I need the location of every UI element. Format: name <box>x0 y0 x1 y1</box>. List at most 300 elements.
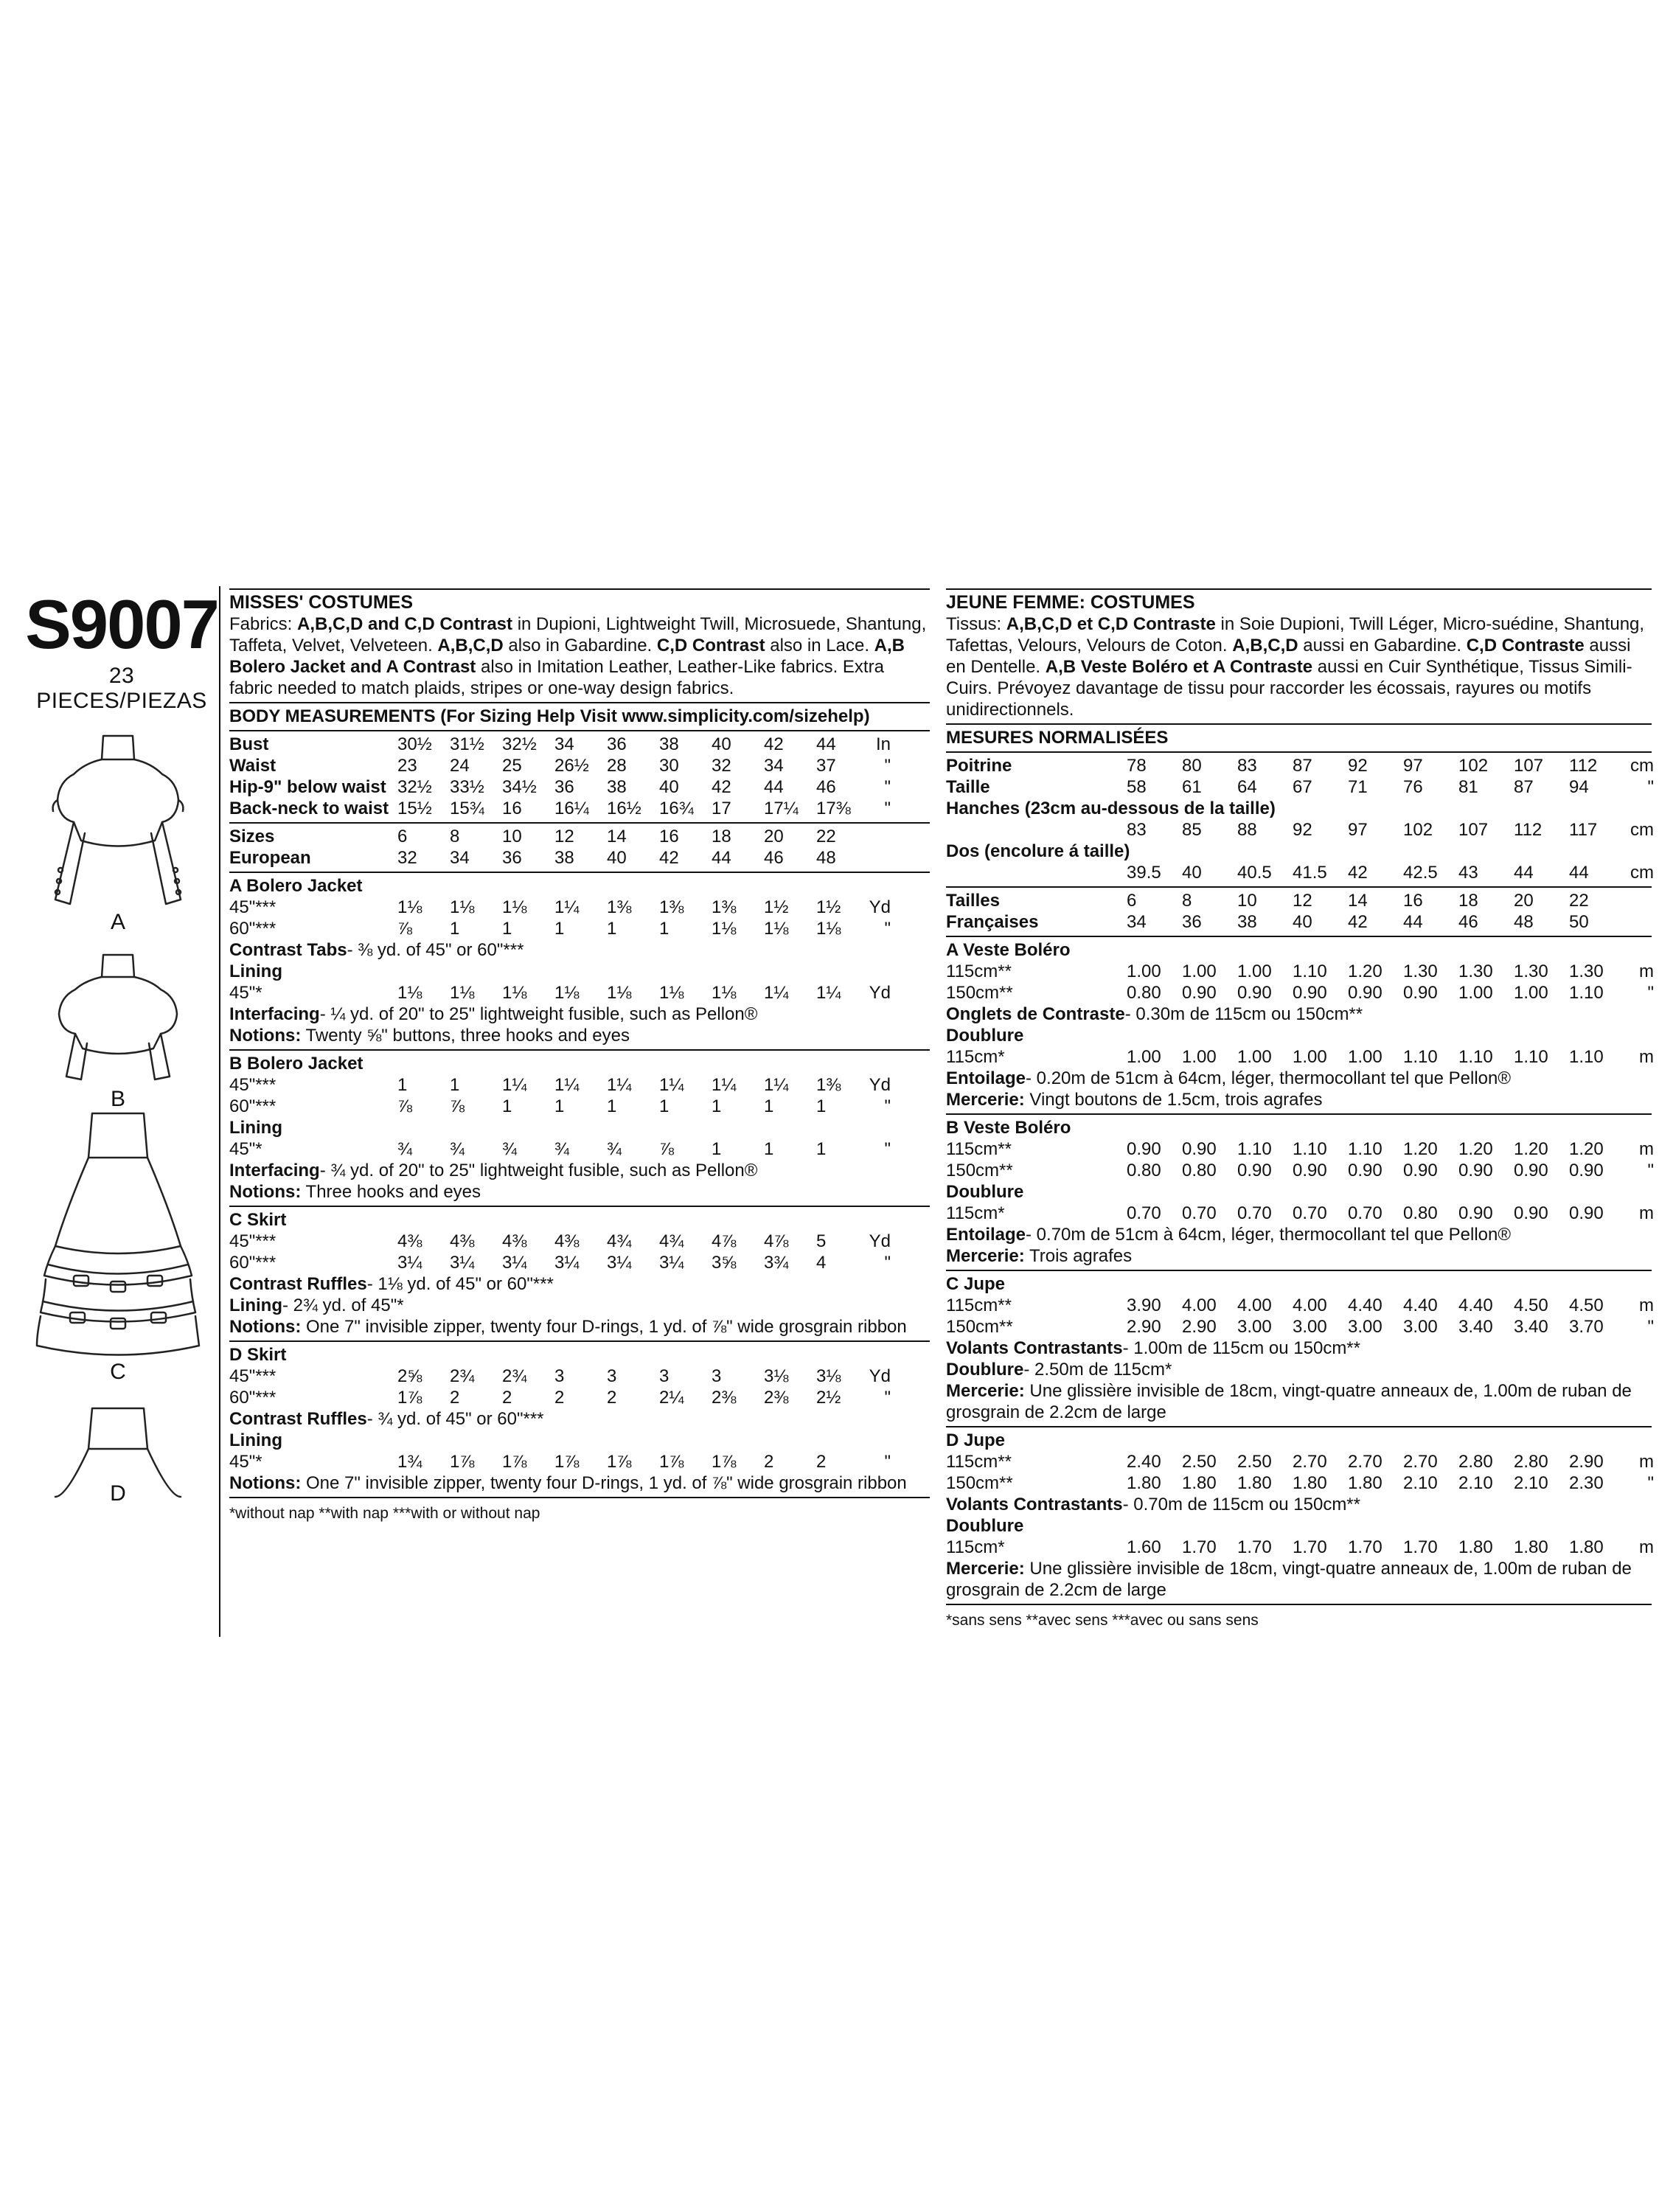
note-value: - ⅜ yd. of 45" or 60"*** <box>347 940 524 960</box>
cell-value: 0.90 <box>1458 1203 1493 1223</box>
unit-label: " <box>884 1253 891 1273</box>
cell-value: 2 <box>502 1388 512 1408</box>
cell-value: ⅞ <box>397 919 413 939</box>
cell-value: 4⅞ <box>712 1231 737 1251</box>
note-label: Doublure <box>946 1360 1024 1380</box>
cell-value: 1.00 <box>1237 1047 1272 1067</box>
note-value: Vingt boutons de 1.5cm, trois agrafes <box>1024 1090 1323 1110</box>
left-divider <box>219 586 220 1637</box>
cell-value: 1¼ <box>659 1075 684 1095</box>
note-value: Twenty ⅝" buttons, three hooks and eyes <box>301 1026 630 1046</box>
unit-label: Yd <box>869 1075 891 1095</box>
unit-label: cm <box>1630 863 1654 883</box>
cell-value: 2⅜ <box>764 1388 789 1408</box>
cell-value: 3¼ <box>502 1253 527 1273</box>
note-value: - 0.20m de 51cm à 64cm, léger, thermocollant tel que Pellon® <box>1026 1068 1512 1088</box>
table-row <box>229 798 930 819</box>
cell-value: 2.50 <box>1237 1452 1272 1472</box>
cell-value: 1.20 <box>1458 1139 1493 1159</box>
note-label: Mercerie: <box>946 1559 1025 1579</box>
unit-label: m <box>1639 1295 1654 1315</box>
garment-views <box>15 730 214 1504</box>
cell-value: 6 <box>397 827 408 846</box>
cell-value: 16¼ <box>554 799 589 818</box>
cell-value: 4¾ <box>607 1231 632 1251</box>
divider <box>946 936 1652 937</box>
cell-value: 26½ <box>554 756 589 776</box>
divider <box>229 1340 930 1342</box>
cell-value: 32 <box>397 848 417 868</box>
cell-value: 12 <box>554 827 574 846</box>
fabric-text: C,D Contrast <box>656 636 765 655</box>
measurements-heading: BODY MEASUREMENTS (For Sizing Help Visit www.simplicity.com/sizehelp) <box>229 706 870 726</box>
cell-value: 1 <box>659 919 669 939</box>
cell-value: 1.80 <box>1182 1473 1217 1493</box>
unit-label: " <box>884 1139 891 1159</box>
table-row <box>229 734 930 755</box>
cell-value: 1⅛ <box>450 983 475 1003</box>
cell-value: 2.10 <box>1514 1473 1548 1493</box>
cell-value: 42 <box>1348 863 1368 883</box>
cell-value: 1.30 <box>1514 961 1548 981</box>
cell-value: 43 <box>1458 863 1478 883</box>
table-row <box>946 862 1652 883</box>
cell-value: 88 <box>1237 820 1257 840</box>
cell-value: 1⅜ <box>607 897 632 917</box>
divider <box>946 1604 1652 1605</box>
cell-value: 3⅝ <box>712 1253 737 1273</box>
cell-value: 16 <box>659 827 679 846</box>
cell-value: 1.00 <box>1237 961 1272 981</box>
cell-value: 1.60 <box>1127 1537 1161 1557</box>
row-label: 45"*** <box>229 1231 276 1251</box>
note-line <box>229 1273 930 1295</box>
row-label: Françaises <box>946 912 1039 932</box>
cell-value: ¾ <box>502 1139 518 1159</box>
cell-value: 1 <box>712 1139 722 1159</box>
note-line <box>229 1004 930 1025</box>
cell-value: 3 <box>607 1366 617 1386</box>
cell-value: 94 <box>1569 777 1589 797</box>
cell-value: 4.00 <box>1293 1295 1327 1315</box>
note-line <box>946 1338 1652 1359</box>
cell-value: 46 <box>764 848 784 868</box>
note-label: Notions: <box>229 1473 302 1493</box>
row-label: 150cm** <box>946 1317 1013 1337</box>
cell-value: 34 <box>764 756 784 776</box>
cell-value: 40.5 <box>1237 863 1272 883</box>
cell-value: 38 <box>659 734 679 754</box>
view-section-title: B Veste Boléro <box>946 1118 1071 1138</box>
table-row <box>946 911 1652 933</box>
cell-value: 0.90 <box>1514 1161 1548 1180</box>
note-line <box>229 1181 930 1203</box>
cell-value: 37 <box>816 756 836 776</box>
note-label: Interfacing <box>229 1161 320 1180</box>
table-row <box>229 1252 930 1273</box>
cell-value: 0.90 <box>1348 1161 1382 1180</box>
cell-value: 1.70 <box>1237 1537 1272 1557</box>
cell-value: 1⅞ <box>397 1388 422 1408</box>
row-label: 45"*** <box>229 897 276 917</box>
cell-value: 36 <box>1182 912 1202 932</box>
cell-value: 2.90 <box>1182 1317 1217 1337</box>
row-label: 60"*** <box>229 1388 276 1408</box>
cell-value: 1⅛ <box>397 983 422 1003</box>
cell-value: 0.70 <box>1293 1203 1327 1223</box>
cell-value: 1 <box>502 919 512 939</box>
cell-value: 0.90 <box>1403 983 1438 1003</box>
note-label: Interfacing <box>229 1004 320 1024</box>
note-line <box>946 1068 1652 1089</box>
cell-value: 3.70 <box>1569 1317 1604 1337</box>
cell-value: 1 <box>554 919 565 939</box>
cell-value: 1⅞ <box>554 1452 580 1472</box>
fabric-text: aussi en Dentelle. <box>946 636 1631 677</box>
cell-value: 1¼ <box>554 1075 580 1095</box>
cell-value: 1.30 <box>1569 961 1604 981</box>
cell-value: 44 <box>712 848 731 868</box>
fabric-text: A,B Veste Boléro et A Contraste <box>1045 657 1313 677</box>
unit-label: " <box>884 777 891 797</box>
note-value: - 2.50m de 115cm* <box>1023 1360 1172 1380</box>
cell-value: 0.70 <box>1182 1203 1217 1223</box>
cell-value: 1⅞ <box>712 1452 737 1472</box>
cell-value: 2¼ <box>659 1388 684 1408</box>
cell-value: 1.00 <box>1182 1047 1217 1067</box>
row-label: 115cm** <box>946 1452 1012 1472</box>
bolero-jacket-b-icon <box>59 955 177 1079</box>
cell-value: 0.80 <box>1127 983 1161 1003</box>
note-text <box>946 1558 1652 1601</box>
note-value: Une glissière invisible de 18cm, vingt-quatre anneaux de, 1.00m de ruban de grosgrain de 2.2cm de large <box>946 1381 1632 1422</box>
unit-label: m <box>1639 1139 1654 1159</box>
fabric-text: Tissus: <box>946 614 1006 634</box>
view-section-title: D Skirt <box>229 1345 287 1365</box>
view-label-d: D <box>110 1481 126 1504</box>
cell-value: 1 <box>764 1096 774 1116</box>
cell-value: 0.70 <box>1348 1203 1382 1223</box>
cell-value: 1¼ <box>502 1075 527 1095</box>
cell-value: 16 <box>502 799 522 818</box>
note-label: Contrast Tabs <box>229 940 347 960</box>
unit-label: " <box>884 1388 891 1408</box>
unit-label: m <box>1639 961 1654 981</box>
cell-value: 22 <box>1569 891 1589 911</box>
cell-value: 1⅛ <box>450 897 475 917</box>
cell-value: 1 <box>397 1075 408 1095</box>
unit-label: " <box>1647 1473 1654 1493</box>
note-line <box>229 1316 930 1338</box>
table-row <box>946 1537 1652 1558</box>
cell-value: 4.40 <box>1458 1295 1493 1315</box>
row-label: Sizes <box>229 827 275 846</box>
cell-value: 33½ <box>450 777 484 797</box>
cell-value: 15¾ <box>450 799 484 818</box>
cell-value: 3¼ <box>607 1253 632 1273</box>
cell-value: 3¼ <box>554 1253 580 1273</box>
table-row <box>229 1387 930 1408</box>
pattern-logo <box>22 585 221 714</box>
cell-value: 50 <box>1569 912 1589 932</box>
cell-value: 2.10 <box>1403 1473 1438 1493</box>
cell-value: 4⅜ <box>554 1231 580 1251</box>
cell-value: 34 <box>554 734 574 754</box>
cell-value: 1⅜ <box>816 1075 841 1095</box>
cell-value: 1.10 <box>1237 1139 1272 1159</box>
unit-label <box>869 847 891 869</box>
view-label-c: C <box>110 1360 126 1384</box>
unit-label: " <box>884 1096 891 1116</box>
table-row <box>946 755 1652 776</box>
unit-label: m <box>1639 1047 1654 1067</box>
cell-value: 46 <box>816 777 836 797</box>
cell-value: 1.10 <box>1569 1047 1604 1067</box>
fabric-text: A,B Bolero Jacket and A Contrast <box>229 636 905 677</box>
cell-value: 1⅛ <box>397 897 422 917</box>
note-value: - 0.70m de 51cm à 64cm, léger, thermocollant tel que Pellon® <box>1026 1225 1512 1245</box>
cell-value: 1.80 <box>1127 1473 1161 1493</box>
fabric-text: A,B,C,D and C,D Contrast <box>297 614 513 634</box>
unit-label <box>1624 911 1654 933</box>
cell-value: 3⅛ <box>816 1366 841 1386</box>
footnote: *sans sens **avec sens ***avec ou sans sens <box>946 1612 1259 1629</box>
cell-value: 2⅜ <box>712 1388 737 1408</box>
cell-value: 1.10 <box>1403 1047 1438 1067</box>
note-line <box>946 1089 1652 1110</box>
subheading: Lining <box>229 1118 282 1138</box>
view-section-title: B Bolero Jacket <box>229 1054 364 1074</box>
cell-value: 3.00 <box>1237 1317 1272 1337</box>
table-row <box>946 1316 1652 1338</box>
unit-label: " <box>884 1452 891 1472</box>
cell-value: 3 <box>712 1366 722 1386</box>
table-row <box>229 1231 930 1252</box>
cell-value: 1.80 <box>1458 1537 1493 1557</box>
row-label: 60"*** <box>229 919 276 939</box>
note-value: Three hooks and eyes <box>301 1182 481 1202</box>
unit-label: cm <box>1630 820 1654 840</box>
note-label: Notions: <box>229 1317 302 1337</box>
table-row <box>946 1138 1652 1160</box>
cell-value: 1⅞ <box>659 1452 684 1472</box>
cell-value: 5 <box>816 1231 827 1251</box>
cell-value: 2.90 <box>1569 1452 1604 1472</box>
note-value: One 7" invisible zipper, twenty four D-rings, 1 yd. of ⅞" wide grosgrain ribbon <box>301 1317 907 1337</box>
cell-value: 44 <box>1403 912 1423 932</box>
cell-value: 31½ <box>450 734 484 754</box>
cell-value: 14 <box>607 827 627 846</box>
cell-value: 38 <box>1237 912 1257 932</box>
cell-value: 1½ <box>764 897 789 917</box>
cell-value: 4 <box>816 1253 827 1273</box>
cell-value: 39.5 <box>1127 863 1161 883</box>
cell-value: 1¼ <box>712 1075 737 1095</box>
note-value: - 1.00m de 115cm ou 150cm** <box>1122 1338 1360 1358</box>
cell-value: 16½ <box>607 799 641 818</box>
subheading: Doublure <box>946 1182 1024 1202</box>
cell-value: 2¾ <box>502 1366 527 1386</box>
divider <box>946 1270 1652 1271</box>
unit-label <box>869 826 891 847</box>
cell-value: 15½ <box>397 799 432 818</box>
fabric-text: aussi en Gabardine. <box>1298 636 1467 655</box>
cell-value: 0.90 <box>1569 1161 1604 1180</box>
unit-label: Yd <box>869 897 891 917</box>
cell-value: 34 <box>1127 912 1147 932</box>
cell-value: 1.20 <box>1403 1139 1438 1159</box>
table-row <box>946 1160 1652 1181</box>
cell-value: 0.90 <box>1237 1161 1272 1180</box>
cell-value: 102 <box>1403 820 1433 840</box>
table-row <box>229 826 930 847</box>
cell-value: 17 <box>712 799 731 818</box>
cell-value: 20 <box>764 827 784 846</box>
cell-value: 1⅛ <box>554 983 580 1003</box>
cell-value: 1 <box>502 1096 512 1116</box>
cell-value: 1⅜ <box>712 897 737 917</box>
fabric-text: also in Imitation Leather, Leather-Like fabrics. Extra fabric needed to match plaids, stripes or one-way design fabrics. <box>229 657 884 698</box>
cell-value: 3⅛ <box>764 1366 789 1386</box>
cell-value: 0.80 <box>1403 1203 1438 1223</box>
cell-value: ⅞ <box>397 1096 413 1116</box>
cell-value: 17¼ <box>764 799 799 818</box>
cell-value: 4.50 <box>1569 1295 1604 1315</box>
cell-value: 1.10 <box>1514 1047 1548 1067</box>
cell-value: 0.90 <box>1514 1203 1548 1223</box>
cell-value: 1.80 <box>1348 1473 1382 1493</box>
note-value: Une glissière invisible de 18cm, vingt-quatre anneaux de, 1.00m de ruban de grosgrain de 2.2cm de large <box>946 1559 1632 1600</box>
cell-value: 1 <box>554 1096 565 1116</box>
cell-value: 2.80 <box>1514 1452 1548 1472</box>
row-label: 45"* <box>229 983 262 1003</box>
cell-value: 64 <box>1237 777 1257 797</box>
cell-value: 1.00 <box>1127 1047 1161 1067</box>
cell-value: 1.10 <box>1293 1139 1327 1159</box>
cell-value: ⅞ <box>659 1139 675 1159</box>
fabric-text: C,D Contraste <box>1466 636 1585 655</box>
cell-value: 2.50 <box>1182 1452 1217 1472</box>
cell-value: 38 <box>554 848 574 868</box>
cell-value: 16 <box>1403 891 1423 911</box>
row-label: 45"* <box>229 1139 262 1159</box>
note-line <box>946 1359 1652 1380</box>
french-column <box>946 588 1652 1631</box>
cell-value: ¾ <box>607 1139 622 1159</box>
fabric-text: A,B,C,D et C,D Contraste <box>1006 614 1216 634</box>
cell-value: 61 <box>1182 777 1202 797</box>
cell-value: 40 <box>659 777 679 797</box>
cell-value: 2.40 <box>1127 1452 1161 1472</box>
note-value: - 0.30m de 115cm ou 150cm** <box>1124 1004 1363 1024</box>
cell-value: 1.20 <box>1514 1139 1548 1159</box>
cell-value: 0.90 <box>1293 983 1327 1003</box>
table-row <box>946 1046 1652 1068</box>
cell-value: 1.00 <box>1182 961 1217 981</box>
divider <box>946 886 1652 888</box>
cell-value: 1.00 <box>1127 961 1161 981</box>
cell-value: 3 <box>659 1366 669 1386</box>
column-heading: JEUNE FEMME: COSTUMES <box>946 592 1195 613</box>
cell-value: 12 <box>1293 891 1312 911</box>
cell-value: 40 <box>712 734 731 754</box>
cell-value: 0.70 <box>1237 1203 1272 1223</box>
tiered-skirt-c-icon <box>37 1113 199 1355</box>
row-label: 115cm* <box>946 1047 1005 1067</box>
fabrics-paragraph <box>229 613 930 699</box>
divider <box>229 822 930 824</box>
cell-value: 8 <box>450 827 460 846</box>
unit-label: Yd <box>869 1231 891 1251</box>
row-label: Waist <box>229 756 276 776</box>
table-row <box>946 1295 1652 1316</box>
cell-value: 0.90 <box>1293 1161 1327 1180</box>
cell-value: 3 <box>554 1366 565 1386</box>
cell-value: 1.30 <box>1403 961 1438 981</box>
cell-value: 1.10 <box>1458 1047 1493 1067</box>
divider <box>946 1113 1652 1115</box>
cell-value: 42 <box>659 848 679 868</box>
cell-value: 83 <box>1127 820 1147 840</box>
note-line <box>946 1224 1652 1245</box>
note-line <box>946 1004 1652 1025</box>
cell-value: 3¼ <box>397 1253 422 1273</box>
cell-value: 34½ <box>502 777 537 797</box>
unit-label: " <box>884 756 891 776</box>
table-row <box>946 890 1652 911</box>
cell-value: 76 <box>1403 777 1423 797</box>
divider <box>229 1049 930 1051</box>
cell-value: 1¾ <box>397 1452 422 1472</box>
cell-value: 1.00 <box>1293 1047 1327 1067</box>
divider <box>229 588 930 590</box>
cell-value: 102 <box>1458 756 1489 776</box>
cell-value: 44 <box>1514 863 1534 883</box>
cell-value: 1¼ <box>764 1075 789 1095</box>
pattern-pieces-count: 23 PIECES/PIEZAS <box>36 664 207 713</box>
table-row <box>946 1472 1652 1494</box>
divider <box>946 751 1652 753</box>
cell-value: 30 <box>659 756 679 776</box>
cell-value: 97 <box>1403 756 1423 776</box>
cell-value: ¾ <box>554 1139 570 1159</box>
row-label <box>946 819 1127 841</box>
cell-value: 1 <box>450 919 460 939</box>
cell-value: 1¼ <box>607 1075 632 1095</box>
cell-value: 32½ <box>397 777 432 797</box>
note-value: Trois agrafes <box>1024 1246 1133 1266</box>
cell-value: 28 <box>607 756 627 776</box>
row-label: 115cm* <box>946 1537 1005 1557</box>
row-label: Tailles <box>946 891 1000 911</box>
cell-value: 40 <box>1293 912 1312 932</box>
cell-value: 40 <box>607 848 627 868</box>
cell-value: 107 <box>1458 820 1489 840</box>
table-row <box>946 776 1652 798</box>
cell-value: 23 <box>397 756 417 776</box>
row-label: 150cm** <box>946 983 1013 1003</box>
english-column <box>229 588 930 1524</box>
row-label: 150cm** <box>946 1161 1013 1180</box>
cell-value: 14 <box>1348 891 1368 911</box>
cell-value: 0.90 <box>1569 1203 1604 1223</box>
cell-value: 1⅛ <box>502 897 527 917</box>
table-row <box>229 1138 930 1160</box>
cell-value: 4⅜ <box>397 1231 422 1251</box>
table-row <box>946 961 1652 982</box>
cell-value: 44 <box>1569 863 1589 883</box>
cell-value: 3.90 <box>1127 1295 1161 1315</box>
